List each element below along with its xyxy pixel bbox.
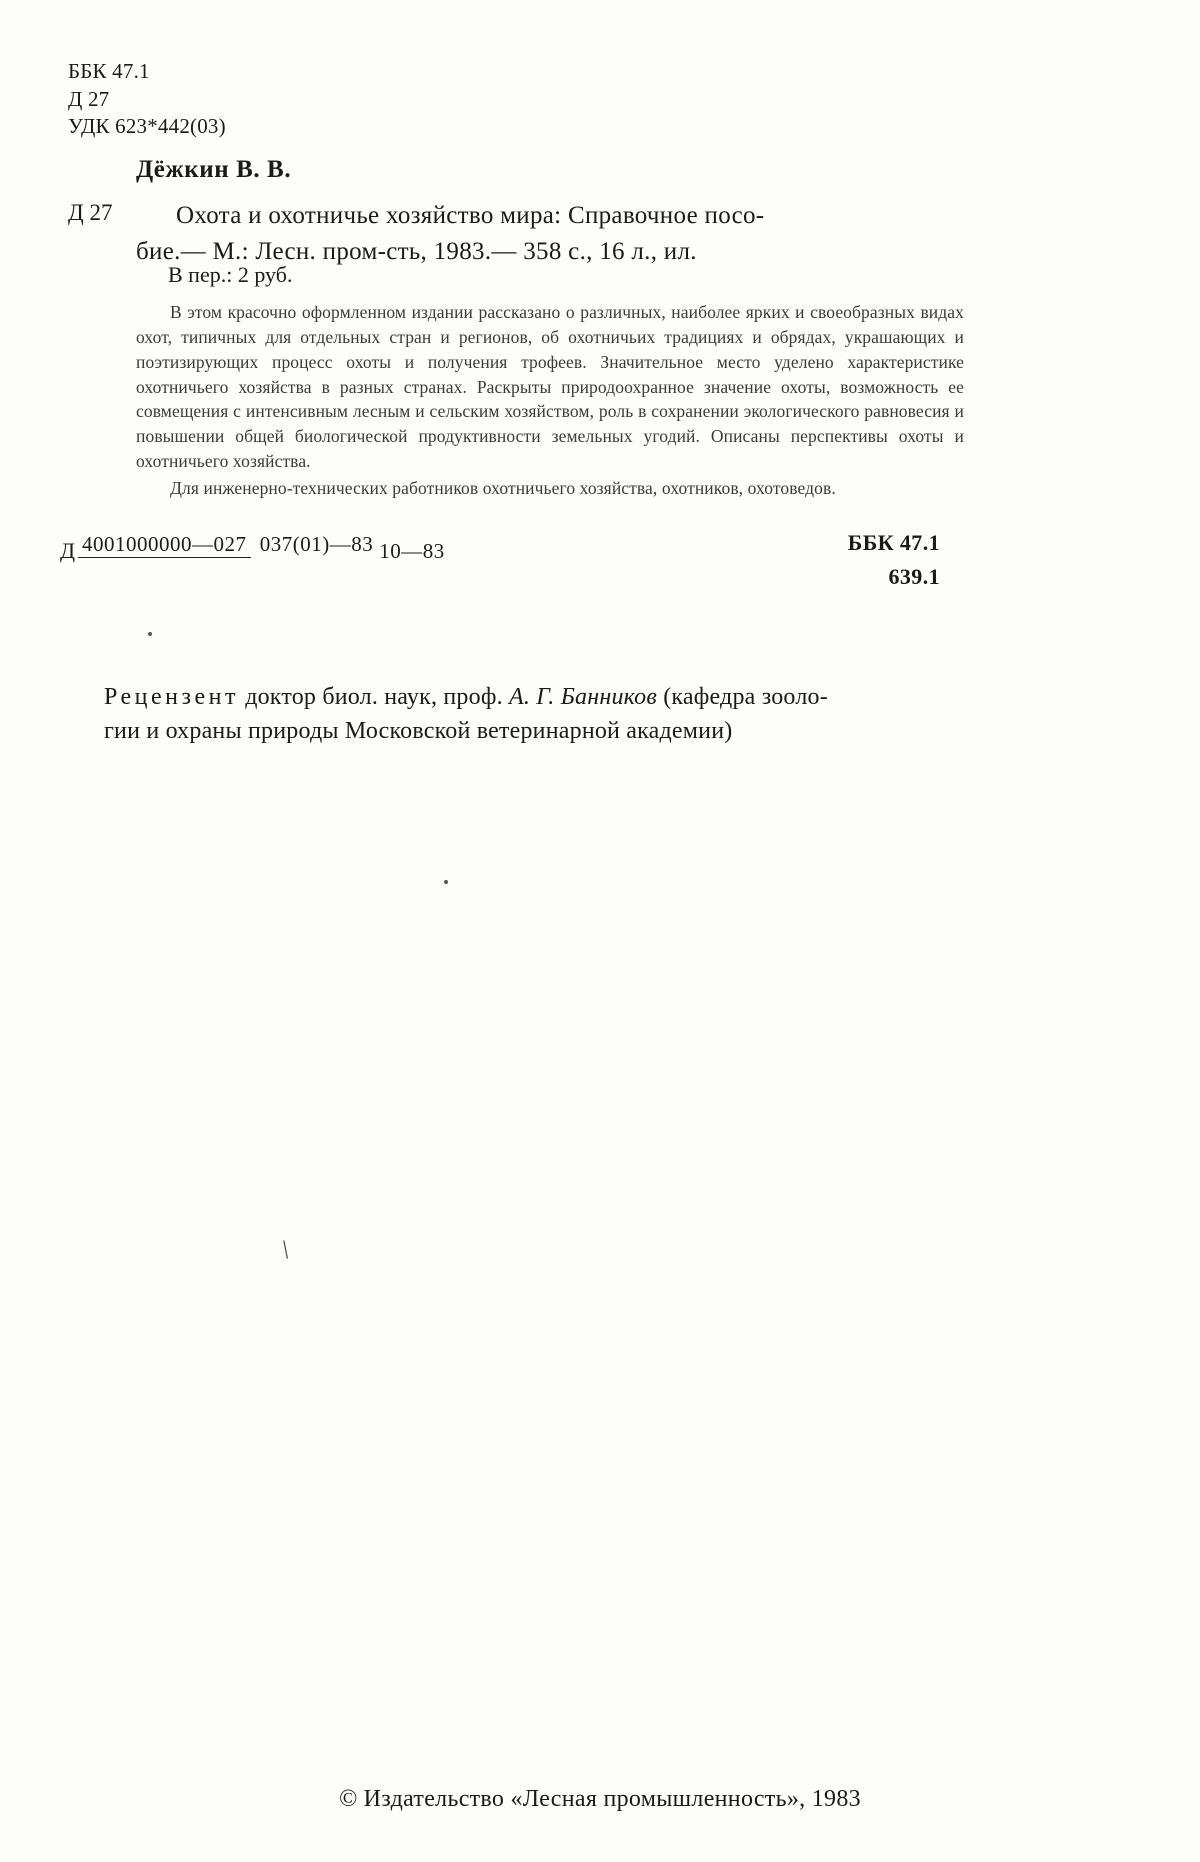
footer-text: Издательство «Лесная промышленность», 1983 (363, 1786, 861, 1812)
entry-title-line-2: бие.— М.: Лесн. пром-сть, 1983.— 358 с., 16 л., ил. (136, 238, 697, 266)
secondary-code: 639.1 (888, 564, 940, 590)
code-letter: Д (60, 538, 76, 563)
classification-block (68, 58, 226, 141)
scan-speck-2 (444, 880, 448, 884)
annotation-paragraph-1: В этом красочно оформленном издании рассказано о различных, наиболее ярких и своеобразных видах охот, типичных для отдельных стран и регионов, об охотничьих традициях и обрядах, украшающих и поэтизирующих процесс охоты и получения трофеев. Значительное место уделено характеристике охотничьего хозяйства в разных странах. Раскрыты природоохранное значение охоты, возможность ее совмещения с интенсивным лесным и сельским хозяйством, роль в сохранении экологического равновесия и повышении общей биологической продуктивности земельных угодий. Описаны перспективы охоты и охотничьего хозяйства. (136, 302, 964, 472)
document-code: Д 27 (68, 86, 110, 111)
reviewer-text-before: доктор биол. наук, проф. (239, 684, 509, 710)
reviewer-block (104, 680, 984, 748)
bbk-code-repeat: ББК 47.1 (847, 530, 940, 555)
entry-title-line-1: Охота и охотничье хозяйство мира: Справочное посо- (176, 202, 765, 229)
code-denominator: 037(01)—83 (259, 531, 374, 556)
bbk-code: ББК 47.1 (68, 59, 150, 83)
code-fraction (78, 532, 377, 557)
author-name: Дёжкин В. В. (136, 156, 292, 183)
scan-speck-1 (148, 632, 152, 636)
entry-title-block (136, 198, 976, 271)
codes-right-block (848, 526, 940, 594)
stray-slash-mark: \ (280, 1234, 292, 1265)
reviewer-name: А. Г. Банников (508, 684, 657, 710)
reviewer-line-2: гии и охраны природы Московской ветеринарной академии) (104, 718, 733, 745)
copyright-icon: © (339, 1786, 358, 1812)
footer-copyright (0, 1786, 1200, 1813)
udc-code: УДК 623*442(03) (68, 114, 226, 139)
code-tail: 10—83 (379, 538, 445, 563)
reviewer-label: Рецензент (104, 684, 239, 710)
publication-code (60, 524, 445, 564)
code-numerator: 4001000000—027 (78, 532, 251, 558)
annotation-block (136, 300, 964, 501)
entry-index: Д 27 (68, 200, 113, 225)
annotation-paragraph-2: Для инженерно-технических работников охотничьего хозяйства, охотников, охотоведов. (170, 477, 836, 498)
codes-row (60, 524, 940, 604)
reviewer-text-after: (кафедра зооло- (657, 684, 828, 710)
price-line: В пер.: 2 руб. (168, 262, 293, 287)
